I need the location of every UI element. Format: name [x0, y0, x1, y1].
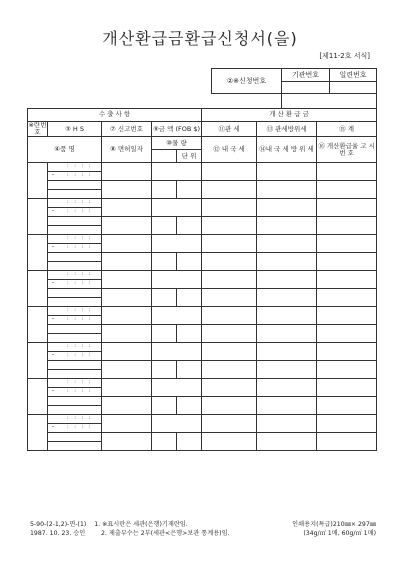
hs-code-cell[interactable]	[48, 343, 102, 352]
license-date-cell[interactable]	[102, 433, 152, 451]
hs-digit-guides: : : : :	[67, 235, 93, 242]
total-cell[interactable]	[317, 307, 377, 325]
customs-cell[interactable]	[202, 271, 257, 289]
hs-digit-guides: : : : :	[67, 199, 93, 206]
hs-code-cell[interactable]	[48, 307, 102, 316]
license-date-cell[interactable]	[102, 181, 152, 199]
customs-cell[interactable]	[202, 343, 257, 361]
agency-number-label: 기관번호	[282, 69, 330, 82]
hs-digit-guides: : : : :	[67, 208, 93, 215]
total-cell[interactable]	[317, 397, 377, 415]
report-number-header: ⑦ 신고번호	[102, 122, 152, 137]
agency-number-field[interactable]	[282, 81, 330, 94]
item-name-cell[interactable]	[48, 298, 102, 307]
hs-code-cell[interactable]	[48, 415, 102, 424]
quantity-cell[interactable]	[152, 181, 177, 199]
customs-cell[interactable]	[202, 307, 257, 325]
item-name-cell[interactable]	[48, 361, 102, 370]
total-cell[interactable]	[317, 181, 377, 199]
amount-cell[interactable]	[152, 379, 202, 397]
entry-row	[28, 343, 377, 352]
hs-dash: -	[52, 315, 55, 323]
license-date-cell[interactable]	[102, 325, 152, 343]
review-number-cell[interactable]	[28, 163, 48, 199]
unit-cell[interactable]	[177, 289, 202, 307]
footer	[30, 520, 380, 539]
review-number-cell[interactable]	[28, 343, 48, 379]
entry-row	[28, 379, 377, 388]
application-number-label: ②※신청번호	[212, 69, 282, 94]
item-name-cell[interactable]	[48, 397, 102, 406]
amount-cell[interactable]	[152, 307, 202, 325]
hs-code-cell[interactable]	[48, 172, 102, 181]
form-title: 개산환급금환급신청서(을)	[102, 29, 298, 48]
report-number-cell[interactable]	[102, 163, 152, 181]
item-name-cell[interactable]	[48, 217, 102, 226]
customs-protection-cell[interactable]	[257, 307, 317, 325]
customs-cell[interactable]	[202, 217, 257, 235]
customs-cell[interactable]	[202, 397, 257, 415]
amount-cell[interactable]	[152, 163, 202, 181]
entry-row	[28, 253, 377, 262]
hs-code-cell[interactable]	[48, 280, 102, 289]
amount-cell[interactable]	[152, 271, 202, 289]
item-name-cell[interactable]	[48, 253, 102, 262]
report-number-cell[interactable]	[102, 307, 152, 325]
hs-code-cell[interactable]	[48, 235, 102, 244]
amount-cell[interactable]	[152, 343, 202, 361]
customs-cell[interactable]	[202, 199, 257, 217]
footer-paper-weight: (34g/㎡ 1매, 60g/㎡ 1매)	[303, 530, 376, 538]
report-number-cell[interactable]	[102, 415, 152, 433]
hs-digit-guides: : : : :	[67, 388, 93, 395]
customs-protection-cell[interactable]	[257, 235, 317, 253]
unit-cell[interactable]	[177, 397, 202, 415]
report-number-cell[interactable]	[102, 271, 152, 289]
amount-cell[interactable]	[152, 235, 202, 253]
quantity-cell[interactable]	[152, 217, 177, 235]
entry-row	[28, 307, 377, 316]
hs-header: ③ H S	[48, 122, 102, 137]
unit-cell[interactable]	[177, 433, 202, 451]
entry-row	[28, 361, 377, 370]
entry-row	[28, 235, 377, 244]
total-cell[interactable]	[317, 325, 377, 343]
footer-approval-date: 1987. 10. 23. 승인	[30, 530, 86, 538]
hs-digit-guides: : : : :	[67, 280, 93, 287]
quantity-cell[interactable]	[152, 325, 177, 343]
item-name-cell[interactable]	[48, 433, 102, 442]
serial-number-field[interactable]	[330, 81, 377, 94]
total-cell[interactable]	[317, 271, 377, 289]
amount-cell[interactable]	[152, 199, 202, 217]
item-name-cell[interactable]	[48, 442, 102, 451]
license-date-cell[interactable]	[102, 289, 152, 307]
hs-code-cell[interactable]	[48, 271, 102, 280]
customs-protection-cell[interactable]	[257, 325, 317, 343]
item-name-cell[interactable]	[48, 406, 102, 415]
serial-number-label: 일련번호	[330, 69, 377, 82]
customs-cell[interactable]	[202, 325, 257, 343]
entry-row	[28, 271, 377, 280]
hs-code-cell[interactable]	[48, 379, 102, 388]
unit-cell[interactable]	[177, 217, 202, 235]
footer-paper-spec: 인쇄용지(특급)210㎜× 297㎜	[292, 521, 376, 528]
customs-protection-cell[interactable]	[257, 217, 317, 235]
license-date-cell[interactable]	[102, 361, 152, 379]
item-name-cell[interactable]	[48, 190, 102, 199]
license-date-cell[interactable]	[102, 253, 152, 271]
item-name-cell[interactable]	[48, 370, 102, 379]
hs-digit-guides: : : : :	[67, 271, 93, 278]
total-cell[interactable]	[317, 379, 377, 397]
total-cell[interactable]	[317, 235, 377, 253]
hs-code-cell[interactable]	[48, 316, 102, 325]
total-cell[interactable]	[317, 253, 377, 271]
hs-digit-guides: : : : :	[67, 343, 93, 350]
customs-protection-cell[interactable]	[257, 181, 317, 199]
hs-code-cell[interactable]	[48, 388, 102, 397]
hs-digit-guides: : : : :	[67, 316, 93, 323]
entry-row	[28, 199, 377, 208]
review-number-cell[interactable]	[28, 307, 48, 343]
license-date-header: ⑧ 면허일자	[102, 137, 152, 163]
entry-row	[28, 397, 377, 406]
hs-code-cell[interactable]	[48, 208, 102, 217]
hs-digit-guides: : : : :	[67, 244, 93, 251]
entry-row	[28, 415, 377, 424]
customs-protection-cell[interactable]	[257, 343, 317, 361]
customs-cell[interactable]	[202, 415, 257, 433]
inland-protection-header: ⑭내 국 세 방 위 세	[257, 137, 317, 163]
hs-dash: -	[52, 387, 55, 395]
total-cell[interactable]	[317, 361, 377, 379]
export-section-header: 수 출 사 항	[28, 109, 202, 122]
hs-code-cell[interactable]	[48, 199, 102, 208]
customs-protection-cell[interactable]	[257, 415, 317, 433]
customs-protection-header: ⑬ 관세방위세	[257, 122, 317, 137]
customs-protection-cell[interactable]	[257, 271, 317, 289]
application-number-extra-field[interactable]	[282, 94, 377, 109]
hs-code-cell[interactable]	[48, 163, 102, 172]
hs-dash: -	[52, 207, 55, 215]
hs-code-cell[interactable]	[48, 352, 102, 361]
hs-digit-guides: : : : :	[67, 379, 93, 386]
unit-cell[interactable]	[177, 325, 202, 343]
hs-digit-guides: : : : :	[67, 415, 93, 422]
review-number-header: ※란번호	[28, 121, 47, 137]
review-number-cell[interactable]	[28, 235, 48, 271]
license-date-cell[interactable]	[102, 217, 152, 235]
application-number-box	[211, 68, 377, 109]
customs-protection-cell[interactable]	[257, 433, 317, 451]
quantity-cell[interactable]	[152, 289, 177, 307]
refund-table	[27, 108, 377, 451]
form-number: [제11-2호 서식]	[319, 52, 370, 60]
customs-cell[interactable]	[202, 361, 257, 379]
total-cell[interactable]	[317, 289, 377, 307]
hs-digit-guides: : : : :	[67, 172, 93, 179]
hs-dash: -	[52, 171, 55, 179]
hs-dash: -	[52, 243, 55, 251]
item-name-cell[interactable]	[48, 325, 102, 334]
customs-protection-cell[interactable]	[257, 289, 317, 307]
customs-protection-cell[interactable]	[257, 361, 317, 379]
customs-protection-cell[interactable]	[257, 163, 317, 181]
review-number-cell[interactable]	[28, 415, 48, 451]
footer-note-1: 1. ※표시란은 세관(은행)기재란임.	[94, 521, 188, 528]
entry-row	[28, 181, 377, 190]
customs-protection-cell[interactable]	[257, 253, 317, 271]
entry-row	[28, 163, 377, 172]
customs-cell[interactable]	[202, 253, 257, 271]
footer-note-2: 2. 제출부수는 2부(세관<은행>보관 통계용)임.	[101, 530, 230, 538]
total-cell[interactable]	[317, 433, 377, 451]
customs-cell[interactable]	[202, 433, 257, 451]
total-cell[interactable]	[317, 163, 377, 181]
amount-header: ⑨금 액 (FOB $)	[152, 122, 202, 137]
review-number-cell[interactable]	[28, 199, 48, 235]
customs-protection-cell[interactable]	[257, 379, 317, 397]
footer-code: 5-90-(2-1,2)-면-(1)	[30, 521, 87, 528]
unit-cell[interactable]	[177, 253, 202, 271]
item-name-cell[interactable]	[48, 262, 102, 271]
review-number-cell[interactable]	[28, 271, 48, 307]
total-cell[interactable]	[317, 415, 377, 433]
item-name-cell[interactable]	[48, 181, 102, 190]
customs-protection-cell[interactable]	[257, 397, 317, 415]
hs-digit-guides: : : : :	[67, 163, 93, 170]
hs-code-cell[interactable]	[48, 244, 102, 253]
license-date-cell[interactable]	[102, 397, 152, 415]
total-header: ⑮ 계	[317, 122, 377, 137]
customs-cell[interactable]	[202, 379, 257, 397]
customs-cell[interactable]	[202, 181, 257, 199]
total-cell[interactable]	[317, 343, 377, 361]
quantity-cell[interactable]	[152, 433, 177, 451]
hs-digit-guides: : : : :	[67, 352, 93, 359]
report-number-cell[interactable]	[102, 379, 152, 397]
entry-row	[28, 217, 377, 226]
customs-cell[interactable]	[202, 235, 257, 253]
unit-header: 단 위	[177, 150, 202, 163]
hs-digit-guides: : : : :	[67, 424, 93, 431]
report-number-cell[interactable]	[102, 343, 152, 361]
item-name-cell[interactable]	[48, 334, 102, 343]
item-name-cell[interactable]	[48, 226, 102, 235]
quantity-cell[interactable]	[152, 397, 177, 415]
review-number-cell[interactable]	[28, 379, 48, 415]
quantity-cell[interactable]	[152, 361, 177, 379]
hs-code-cell[interactable]	[48, 424, 102, 433]
total-cell[interactable]	[317, 199, 377, 217]
inland-tax-header: ⑫ 내 국 세	[202, 137, 257, 163]
quantity-header: ⑩물 량	[152, 137, 202, 150]
entry-row	[28, 289, 377, 298]
unit-cell[interactable]	[177, 361, 202, 379]
customs-cell[interactable]	[202, 163, 257, 181]
refund-section-header: 개 산 환 급 금	[202, 109, 377, 122]
entry-row	[28, 433, 377, 442]
hs-dash: -	[52, 279, 55, 287]
total-cell[interactable]	[317, 217, 377, 235]
amount-cell[interactable]	[152, 415, 202, 433]
entry-row	[28, 325, 377, 334]
item-name-cell[interactable]	[48, 289, 102, 298]
item-name-header: ④품 명	[28, 137, 102, 163]
hs-dash: -	[52, 351, 55, 359]
customs-protection-cell[interactable]	[257, 199, 317, 217]
quantity-cell[interactable]	[152, 253, 177, 271]
hs-dash: -	[52, 423, 55, 431]
report-number-cell[interactable]	[102, 235, 152, 253]
hs-digit-guides: : : : :	[67, 307, 93, 314]
customs-header: ⑪관 세	[202, 122, 257, 137]
customs-cell[interactable]	[202, 289, 257, 307]
unit-cell[interactable]	[177, 181, 202, 199]
report-number-cell[interactable]	[102, 199, 152, 217]
notice-number-header: ⑯ 개산환급율 고 시 번 호	[317, 137, 377, 163]
